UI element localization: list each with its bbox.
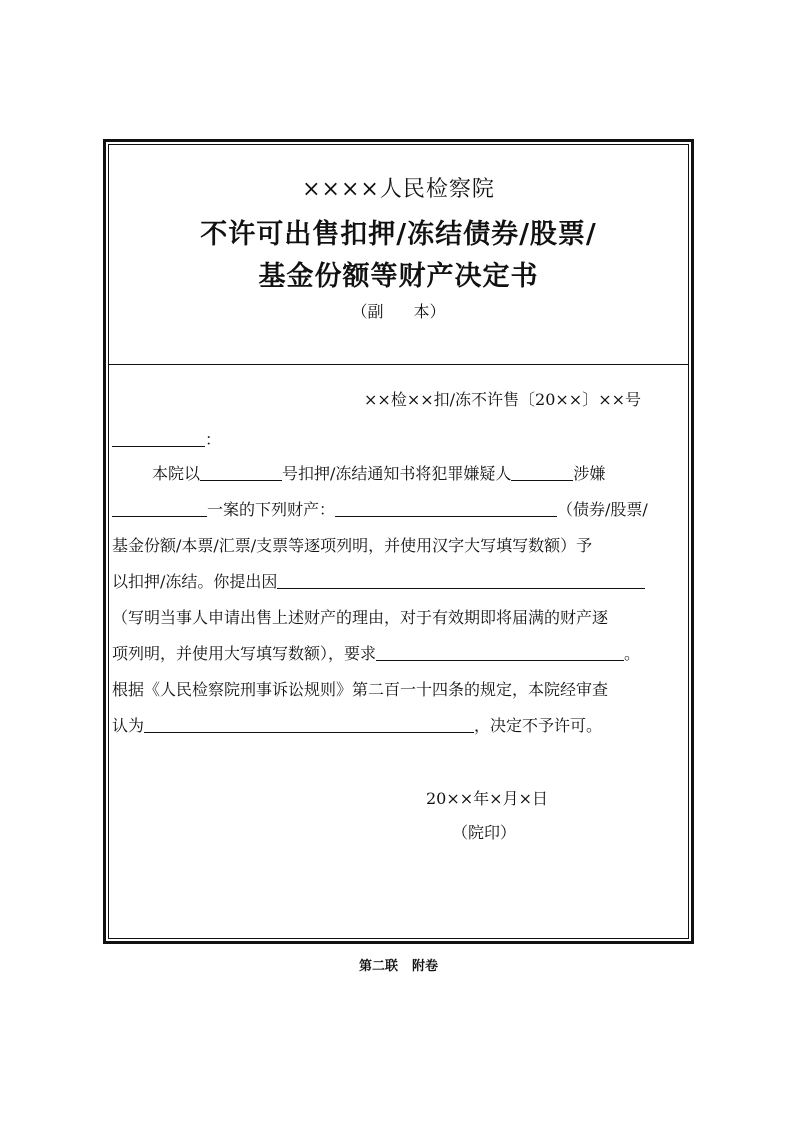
p4-text: 以扣押/冻结。你提出因 <box>112 572 278 591</box>
p1-text-c: 涉嫌 <box>573 464 606 483</box>
p2-text-a: 一案的下列财产： <box>207 500 336 519</box>
header-divider <box>108 364 689 365</box>
p1-text-a: 本院以 <box>152 464 201 483</box>
copy-footer <box>108 955 689 974</box>
addressee-blank[interactable] <box>112 428 205 447</box>
request-blank[interactable] <box>376 642 624 661</box>
footer-part: 第二联 <box>358 959 398 974</box>
notice-number-blank[interactable] <box>200 462 282 481</box>
p6-text-a: 项列明，并使用大写填写数额），要求 <box>112 644 377 663</box>
suspect-name-blank[interactable] <box>511 462 573 481</box>
paragraph-line-2 <box>112 498 648 522</box>
paragraph-line-7: 根据《人民检察院刑事诉讼规则》第二百一十四条的规定，本院经审查 <box>112 680 609 699</box>
p8-text-a: 认为 <box>112 716 145 735</box>
addressee-line <box>112 428 221 452</box>
review-opinion-blank[interactable] <box>144 714 474 733</box>
p1-text-b: 号扣押/冻结通知书将犯罪嫌疑人 <box>282 464 512 483</box>
paragraph-line-5: （写明当事人申请出售上述财产的理由，对于有效期即将届满的财产逐 <box>112 608 609 627</box>
p8-text-b: ，决定不予许可。 <box>474 716 603 735</box>
document-title-line-2: 基金份额等财产决定书 <box>258 261 539 292</box>
property-list-blank[interactable] <box>335 498 557 517</box>
paragraph-line-1 <box>152 462 605 486</box>
decision-date: 20××年×月×日 <box>426 789 548 808</box>
copy-label-close: 本） <box>413 302 446 321</box>
copy-label <box>108 299 689 322</box>
document-title-line-1: 不许可出售扣押/冻结债券/股票/ <box>200 219 597 250</box>
footer-label: 附卷 <box>412 959 439 974</box>
p2-text-b: （债券/股票/ <box>557 500 648 519</box>
document-number: ××检××扣/冻不许售〔20××〕××号 <box>364 390 642 409</box>
court-seal-label: （院印） <box>452 823 517 842</box>
procuratorate-name: ××××人民检察院 <box>302 177 495 202</box>
paragraph-line-6 <box>112 642 640 666</box>
paragraph-line-3: 基金份额/本票/汇票/支票等逐项列明，并使用汉字大写填写数额）予 <box>112 536 593 555</box>
charge-blank[interactable] <box>112 498 207 517</box>
paragraph-line-4 <box>112 570 645 594</box>
copy-label-open: （副 <box>351 302 384 321</box>
p6-text-b: 。 <box>624 644 641 663</box>
reason-blank[interactable] <box>277 570 645 589</box>
addressee-colon: ： <box>205 430 222 449</box>
paragraph-line-8 <box>112 714 602 738</box>
